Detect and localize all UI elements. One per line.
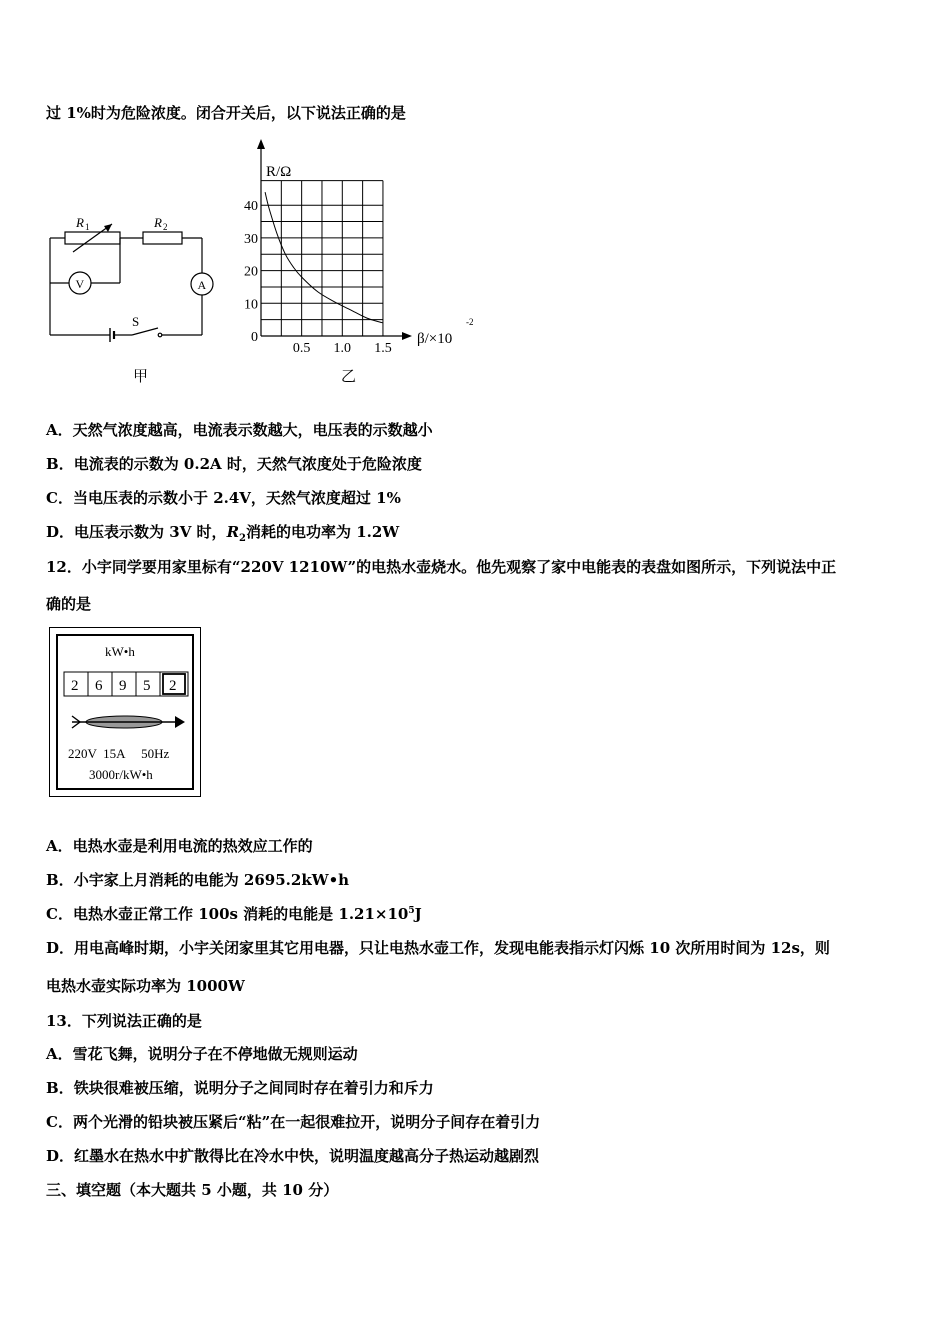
y-tick-label: 10 [244,297,258,313]
meter-digit: 6 [95,678,103,694]
y-tick-label: 30 [244,231,258,247]
circuit-caption: 甲 [133,369,149,385]
meter-digit: 5 [143,678,151,694]
y-tick-label: 40 [244,199,258,215]
x-tick-label: 1.5 [374,341,392,356]
q13-option-c[interactable]: C．两个光滑的铅块被压紧后“粘”在一起很难拉开，说明分子间存在着引力 [46,1113,541,1131]
x-tick-label: 0.5 [292,341,311,356]
meter-specs: 220V 15A 50Hz [68,746,170,761]
r1-label: R [76,215,84,230]
q12-option-d-line2: 电热水壶实际功率为 1000W [46,977,245,995]
switch [132,328,158,335]
q13-option-a[interactable]: A．雪花飞舞，说明分子在不停地做无规则运动 [46,1045,358,1063]
r2-label: R [154,215,162,230]
section-3-title: 三、填空题（本大题共 5 小题，共 10 分） [46,1181,339,1199]
resistance-graph [230,135,490,390]
x-axis-arrow [402,332,412,340]
voltmeter-label: V [75,277,85,291]
q13-stem: 13．下列说法正确的是 [46,1012,202,1030]
q12-option-d[interactable]: D．用电高峰时期，小宇关闭家里其它用电器，只让电热水壶工作，发现电能表指示灯闪烁 10 次所用时间为 12s，则 [46,939,830,957]
r1-sub: 1 [85,222,90,232]
q13-option-d[interactable]: D．红墨水在热水中扩散得比在冷水中快，说明温度越高分子热运动越剧烈 [46,1147,540,1165]
q12-option-c[interactable]: C．电热水壶正常工作 100s 消耗的电能是 $1.21\times 10^5J$ [46,905,422,923]
graph-caption: 乙 [341,369,357,385]
q11-option-d[interactable]: D．电压表示数为 3V 时，$R_2$消耗的电功率为 1.2W [46,523,400,544]
q13-option-b[interactable]: B．铁块很难被压缩，说明分子之间同时存在着引力和斥力 [46,1079,434,1097]
q11-option-b[interactable]: B．电流表的示数为 0.2A 时，天然气浓度处于危险浓度 [46,455,422,473]
x-axis-label: β/×10 [417,331,453,347]
q11-option-a[interactable]: A．天然气浓度越高，电流表示数越大，电压表的示数越小 [46,421,433,439]
q12-option-b[interactable]: B．小宇家上月消耗的电能为 2695.2kW•h [46,871,350,889]
ammeter-label: A [197,278,207,292]
meter-digit: 9 [119,678,127,694]
q12-stem-line1: 12．小宇同学要用家里标有“220V 1210W”的电热水壶烧水。他先观察了家中电能表的表盘如图所示，下列说法中正 [46,558,837,576]
y-tick-label: 0 [251,330,258,345]
y-axis-label: R/Ω [266,164,292,180]
meter-rev: 3000r/kW•h [89,767,153,782]
r2-sub: 2 [163,222,168,232]
resistor-r2 [143,232,182,244]
meter-unit: kW•h [105,644,135,659]
q11-option-c[interactable]: C．当电压表的示数小于 2.4V，天然气浓度超过 1% [46,489,401,507]
meter-digit: 2 [71,678,79,694]
q12-stem-line2: 确的是 [46,595,92,613]
switch-label: S [132,314,140,329]
energy-meter [49,627,201,797]
intro-text: 过 1%时为危险浓度。闭合开关后，以下说法正确的是 [46,104,406,122]
x-axis-exponent: -2 [466,317,474,327]
x-tick-label: 1.0 [333,341,352,356]
q12-option-a[interactable]: A．电热水壶是利用电流的热效应工作的 [46,837,313,855]
meter-digit-decimal: 2 [169,678,177,694]
y-tick-label: 20 [244,264,258,280]
meter-disc-icon [72,716,185,728]
y-axis-arrow [257,139,265,149]
circuit-diagram [40,205,230,390]
